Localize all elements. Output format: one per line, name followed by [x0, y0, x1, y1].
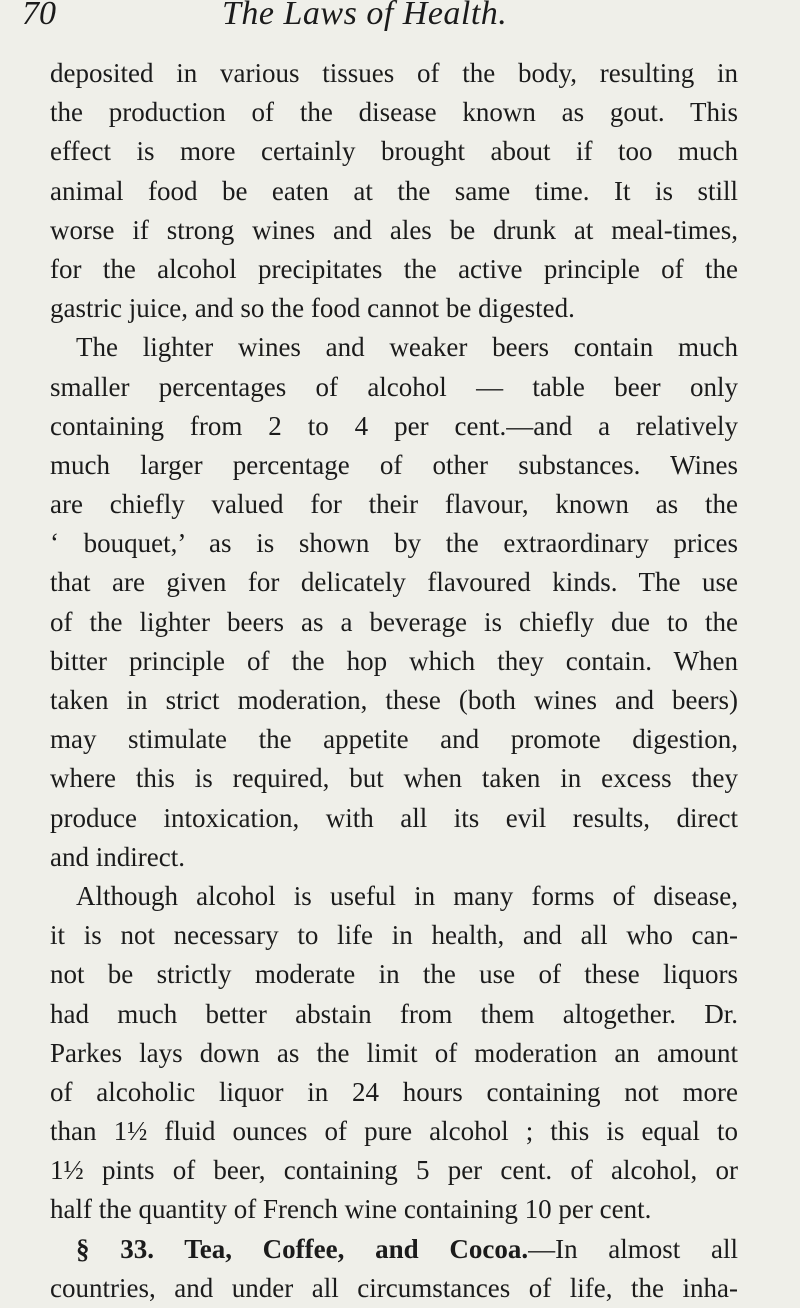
text-line: of the lighter beers as a beverage is chiefly due to the [50, 606, 738, 637]
text-line: worse if strong wines and ales be drunk at meal-times, [50, 214, 738, 245]
text-line: and indirect. [50, 841, 185, 872]
text-line: taken in strict moderation, these (both wines and beers) [50, 685, 738, 715]
text-line: had much better abstain from them altogether. Dr. [50, 998, 738, 1029]
text-line: smaller percentages of alcohol — table beer only [50, 371, 738, 402]
line-text: —In almost all [528, 1233, 738, 1264]
body-text [50, 54, 738, 1308]
text-line: for the alcohol precipitates the active principle of the [50, 253, 738, 284]
running-head: The Laws of Health. [222, 0, 508, 32]
text-line: bitter principle of the hop which they contain. When [50, 645, 738, 676]
text-line: effect is more certainly brought about if too much [50, 136, 738, 167]
text-line: not be strictly moderate in the use of these liquors [50, 959, 738, 990]
text-line: containing from 2 to 4 per cent.—and a relatively [50, 410, 738, 441]
text-line: animal food be eaten at the same time. It is still [50, 175, 738, 206]
text-line: Although alcohol is useful in many forms of disease, [76, 880, 738, 911]
text-line [50, 1230, 738, 1269]
text-line: much larger percentage of other substances. Wines [50, 449, 738, 480]
text-line: of alcoholic liquor in 24 hours containing not more [50, 1076, 738, 1107]
text-line: half the quantity of French wine containing 10 per cent. [50, 1194, 652, 1225]
page-header [22, 0, 782, 50]
text-line: that are given for delicately flavoured kinds. The use [50, 567, 738, 598]
text-line: 1½ pints of beer, containing 5 per cent. of alcohol, or [50, 1155, 738, 1186]
section-heading: § 33. Tea, Coffee, and Cocoa. [76, 1233, 529, 1264]
text-line: deposited in various tissues of the body, resulting in [50, 58, 738, 88]
page-number: 70 [22, 0, 56, 32]
text-line: produce intoxication, with all its evil results, direct [50, 802, 738, 833]
text-line: The lighter wines and weaker beers contain much [76, 332, 738, 363]
text-line: Parkes lays down as the limit of moderation an amount [50, 1037, 738, 1068]
text-line: ‘ bouquet,’ as is shown by the extraordinary prices [50, 528, 738, 559]
text-line: are chiefly valued for their flavour, known as the [50, 489, 738, 520]
text-line: countries, and under all circumstances of life, the inha- [50, 1272, 738, 1303]
text-line: where this is required, but when taken in excess they [50, 763, 738, 794]
text-line: gastric juice, and so the food cannot be digested. [50, 293, 575, 324]
text-line: it is not necessary to life in health, and all who can- [50, 920, 738, 951]
text-line: the production of the disease known as gout. This [50, 97, 738, 128]
text-line: than 1½ fluid ounces of pure alcohol ; this is equal to [50, 1116, 738, 1147]
text-line: may stimulate the appetite and promote digestion, [50, 724, 738, 755]
